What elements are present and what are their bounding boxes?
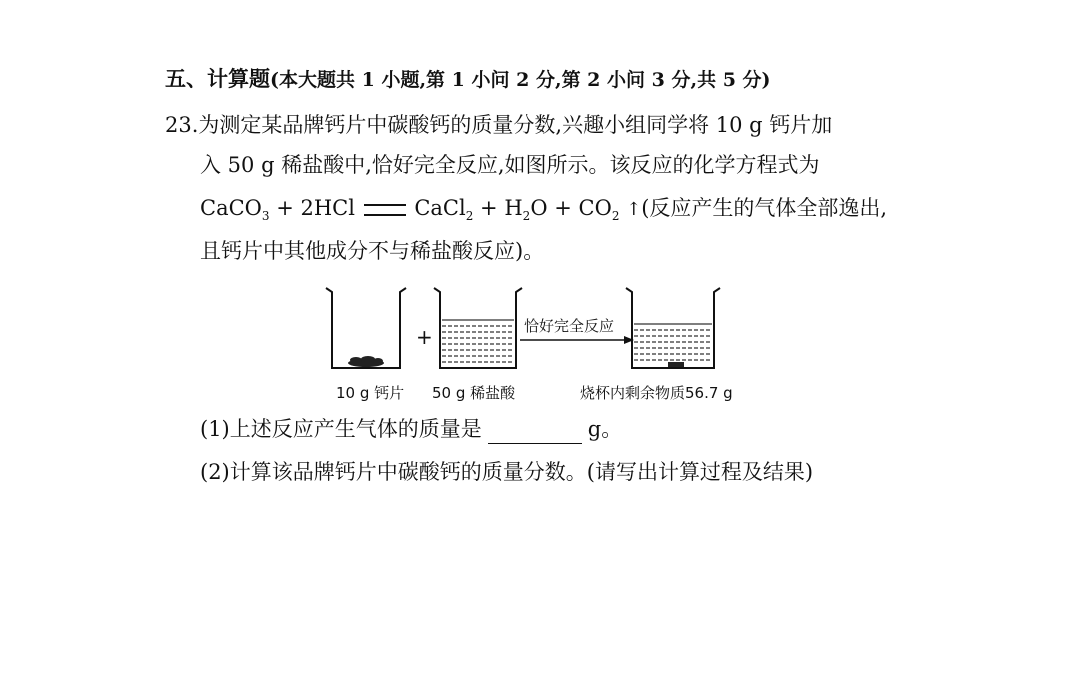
sub-question-1-unit: g。 [587,417,623,441]
reaction-diagram [320,280,780,408]
gas-arrow-icon: ↑ [626,199,642,220]
section-heading [165,64,771,95]
eq-product-3: CO [578,196,612,220]
remaining-liquid-lines [634,324,712,360]
arrow-label: 恰好完全反应 [524,317,615,335]
question-line-2: 入 50 g 稀盐酸中,恰好完全反应,如图所示。该反应的化学方程式为 [200,153,820,177]
question-text-1: 为测定某品牌钙片中碳酸钙的质量分数,兴趣小组同学将 10 g 钙片加 [198,113,833,137]
residue-icon [668,362,684,367]
diagram-plus: + [416,325,433,349]
question-line-1 [165,110,832,140]
eq-plus-1: + [276,196,294,220]
sub-question-1 [200,414,622,444]
answer-blank[interactable] [488,421,582,444]
calcium-tablets-icon [348,356,384,367]
sub-question-1-text: (1)上述反应产生气体的质量是 [200,417,482,441]
eq-product-1-sub: 2 [465,209,474,224]
question-line-4: 且钙片中其他成分不与稀盐酸反应)。 [200,239,545,263]
eq-reactant-2: 2HCl [300,196,355,220]
eq-product-1: CaCl [414,196,466,220]
eq-product-2-sub: 2 [522,209,531,224]
beaker-right [626,288,720,368]
eq-product-2a: H [504,196,523,220]
label-middle: 50 g 稀盐酸 [432,384,516,402]
eq-plus-3: + [554,196,572,220]
sub-question-2: (2)计算该品牌钙片中碳酸钙的质量分数。(请写出计算过程及结果) [200,460,814,484]
eq-product-2b: O [530,196,548,220]
acid-liquid-lines [442,320,514,362]
section-title: 五、计算题 [165,66,270,91]
label-right: 烧杯内剩余物质56.7 g [580,384,733,402]
question-number: 23. [165,113,199,137]
section-subtitle: (本大题共 1 小题,第 1 小问 2 分,第 2 小问 3 分,共 5 分) [270,69,771,91]
equals-sign [364,204,406,216]
label-left: 10 g 钙片 [336,384,405,402]
eq-reactant-1-sub: 3 [261,209,270,224]
chemical-equation [200,193,887,231]
beaker-left [326,288,406,368]
eq-product-3-sub: 2 [611,209,620,224]
eq-tail-text: (反应产生的气体全部逸出, [641,196,888,220]
eq-plus-2: + [480,196,498,220]
eq-reactant-1: CaCO [200,196,262,220]
